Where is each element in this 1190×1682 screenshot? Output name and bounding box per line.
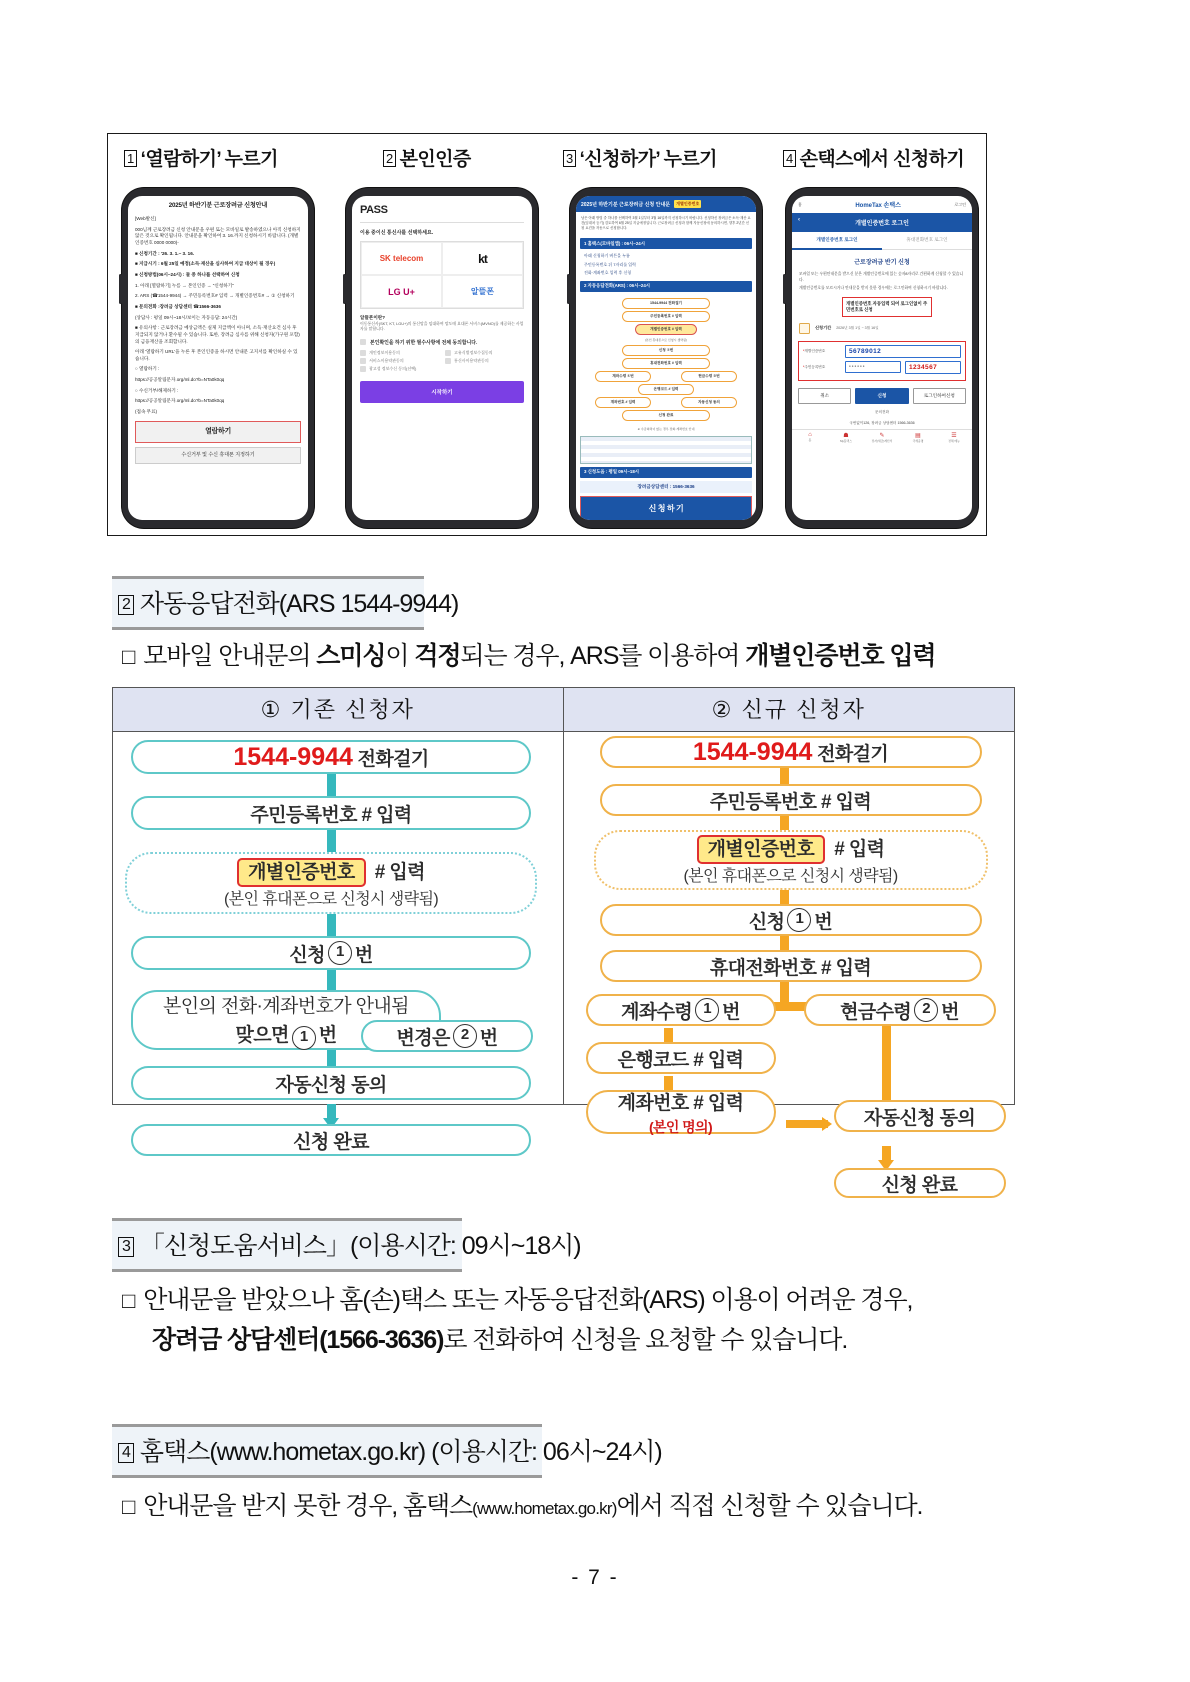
- node-account-number-sub: (본인 명의): [648, 1118, 713, 1135]
- mini-node-apply: 신청 ①번: [622, 345, 710, 356]
- guide-mini-flowchart: [576, 295, 756, 426]
- guide-table-thumb: [580, 436, 752, 464]
- guide-screen: [576, 196, 756, 520]
- guide-section-3: 3 신청도움 : 평일 09시~18시: [580, 467, 752, 478]
- sms-method-2: 2. ARS (☎1544-9944) → 주민등록번호# 입력 → 개별인증번호# → ① 신청하기: [135, 293, 295, 299]
- mini-node-rrn: 주민등록번호 # 입력: [622, 311, 710, 322]
- p2-b1: 스미싱: [316, 642, 386, 670]
- sms-free-note: (접속 무료): [135, 409, 158, 415]
- mvno-answer: 이동통신사(SKT, KT, LGU+)의 통신망을 임대하여 망도매 요대폰 서비스(MVNO)를 제공하는 사업자를 말합니다.: [360, 321, 524, 332]
- p2-c: 이: [385, 642, 415, 670]
- section-4-heading: [112, 1424, 662, 1478]
- p2-d: 되는 경우, ARS를 이용하여: [460, 642, 746, 670]
- node-authnum-sub: (본인 휴대폰으로 신청시 생략됨): [223, 891, 439, 908]
- sms-notice-screen: [128, 196, 308, 520]
- agree-item-2-label: 서비스이용약관동의: [369, 357, 404, 363]
- mobile-steps-figure: [107, 133, 987, 536]
- node-enter-authnum: [125, 852, 537, 914]
- node-apply-suffix: 번: [354, 944, 373, 966]
- node-auto-agree: 자동신청 동의: [834, 1100, 1006, 1132]
- p4a-b: 에서 직접 신청할 수 있습니다.: [616, 1492, 923, 1520]
- step-captions: [108, 134, 986, 180]
- menu-icon[interactable]: 로그인: [954, 201, 966, 207]
- node-account-number-label: 계좌번호 # 입력: [617, 1092, 744, 1114]
- step-number-4: 4: [783, 150, 796, 167]
- p3b-center: 장려금 상담센터(1566-3636): [152, 1326, 444, 1354]
- node-change-label: 변경은: [396, 1027, 450, 1049]
- node-bank-code: 은행코드 # 입력: [586, 1042, 776, 1074]
- sms-open-url[interactable]: https://공공알림문자.org/ml.do?b=NTa0k0qq: [135, 377, 225, 383]
- agree-item-1-label: 고유식별정보수집동의: [454, 349, 493, 355]
- mini-node-mobile: 휴대전화번호 # 입력: [622, 358, 710, 369]
- flowchart-column-new: [564, 688, 1015, 1196]
- carrier-kt[interactable]: kt: [442, 242, 523, 275]
- node-enter-rrn: 주민등록번호 # 입력: [600, 784, 982, 816]
- guide-callcenter: 장려금상담센터 : 1566-3636: [580, 481, 752, 493]
- sontax-bottom-tabbar: [792, 429, 972, 445]
- step-caption-3: [563, 144, 717, 171]
- guide-bullet-1: 아래 신청하기 버튼을 누름: [584, 253, 630, 259]
- tabbar-item-1[interactable]: ☗ My홈택스: [828, 432, 864, 443]
- tabbar-item-2[interactable]: ✎ 전자(세금)계산서: [864, 432, 900, 443]
- node-confirm-ok: 맞으면: [235, 1024, 289, 1046]
- checkbox-icon[interactable]: [445, 350, 451, 356]
- node-apply-1: [131, 936, 531, 970]
- agree-item-3-label: 통신사이용약관동의: [454, 357, 489, 363]
- sms-webfrom: [Web발신]: [135, 215, 156, 221]
- circle-number-2: 2: [914, 998, 938, 1022]
- node-confirm-line1: 본인의 전화·계좌번호가 안내됨: [163, 995, 409, 1017]
- agree-item-2[interactable]: [360, 358, 439, 364]
- sms-open-label: ○ 열람하기 :: [135, 366, 160, 372]
- mini-node-accountnum: 계좌번호 # 입력: [595, 397, 651, 408]
- p3b-text: 로 전화하여 신청을 요청할 수 있습니다.: [443, 1326, 848, 1354]
- bullet-square-icon: □: [122, 644, 135, 669]
- node-account-number: [586, 1090, 776, 1134]
- guide-header-badge: 개별인증번호: [676, 201, 700, 206]
- step-caption-1-label: ‘열람하기’ 누르기: [140, 149, 278, 170]
- home-icon[interactable]: 홈: [798, 201, 802, 207]
- node-enter-rrn: 주민등록번호 # 입력: [131, 796, 531, 830]
- sms-method: ■ 신청방법(06시~24시) : 둘 중 하나를 선택하여 신청: [135, 271, 240, 277]
- guide-apply-button[interactable]: 신 청 하 기: [580, 496, 752, 521]
- sontax-contact-label: 문의전화: [875, 409, 889, 414]
- node-apply-label: 신청: [748, 911, 785, 933]
- node-authnum-line: [237, 857, 425, 884]
- open-view-button[interactable]: 열람하기: [135, 421, 301, 443]
- guide-bullet-3: 전화·계좌번호 입력 후 신청: [584, 270, 632, 276]
- page-number: - 7 -: [571, 1566, 619, 1589]
- hamburger-icon: ☰: [951, 432, 957, 439]
- circle-number-1: 1: [787, 908, 811, 932]
- sms-method-1: 1. 아래 [열람하기] 누름 → 본인인증 → "신청하기": [135, 282, 234, 288]
- hometax-logo: HomeTax 손택스: [855, 203, 901, 209]
- ars-flowchart-table: [112, 687, 1015, 1196]
- authnum-field-row: [803, 345, 961, 358]
- period-label: 신청기간: [815, 325, 832, 331]
- node-apply-done: 신청 완료: [131, 1124, 531, 1156]
- authnum-label: *개별인증번호: [803, 348, 826, 353]
- connector: [780, 766, 789, 786]
- guide-paragraph: 남은 아래 방법 중 하나를 선택하여 3월 1일부터 3월 16일까지 신청하시기 바랍니다. 신청하신 장려금은 소득·재산 요건(임대차 등기) 검토하여 6월 25일 지급예정입니다. 근로장려금 신청과 함께 자동신청에 동의하시면, 향후 2년간 신청 요건을 자동으로 신청합니다.: [581, 216, 751, 231]
- section-3-paragraph-line1: [122, 1280, 912, 1316]
- pass-start-button[interactable]: 시작하기: [360, 381, 524, 403]
- checkbox-icon[interactable]: [360, 366, 366, 372]
- rrn-field-row: [803, 361, 961, 374]
- back-icon[interactable]: ‹: [798, 217, 800, 223]
- sontax-period-row: [792, 320, 972, 337]
- node-change-info: [361, 1020, 533, 1052]
- sms-period: ■ 신청기간 : '26. 3. 1.~ 3. 16.: [135, 250, 195, 256]
- sontax-nav-title: 개별인증번호 로그인: [855, 221, 909, 227]
- node-enter-authnum: [594, 830, 988, 890]
- node-enter-mobile: 휴대전화번호 # 입력: [600, 950, 982, 982]
- sontax-note-2: 개별인증번호를 모르시거나 안내문을 받지 못한 경우에는 로그인하여 신청하시기 바랍니다.: [799, 285, 948, 290]
- tab-mobile-login[interactable]: 휴대전화번호 로그인: [882, 232, 972, 250]
- period-value: 2026년 3월 1일 ~ 3월 16일: [836, 325, 879, 330]
- node-apply-suffix: 번: [814, 911, 833, 933]
- tabbar-item-0[interactable]: ⌂ 홈: [792, 432, 828, 443]
- node-call-1544: [600, 736, 982, 768]
- authnum-input[interactable]: 56789012: [845, 345, 961, 358]
- tabbar-item-3[interactable]: ▤ 국세증명: [900, 432, 936, 443]
- checkbox-icon[interactable]: [360, 358, 366, 364]
- agree-item-0-label: 개인정보이용동의: [369, 349, 400, 355]
- step-caption-3-label: ‘신청하가’ 누르기: [579, 149, 717, 170]
- sms-paydate: ■ 지급시기 : 6월 25일 예정(소득·재산을 심사하여 지급 대상이 될 경우): [135, 261, 276, 267]
- mini-node-authnum: 개별인증번호 # 입력: [635, 324, 697, 335]
- p4a-url: (www.hometax.go.kr): [472, 1499, 617, 1518]
- bullet-square-icon: □: [122, 1288, 135, 1313]
- agree-item-3[interactable]: [445, 358, 524, 364]
- sms-contact: ■ 문의전화 :장려금 상담센터 ☎1566-3636: [135, 303, 221, 309]
- sontax-heading: 근로장려금 반기 신청: [854, 260, 910, 266]
- node-apply-done: 신청 완료: [834, 1168, 1006, 1198]
- node-account-receive-suffix: 번: [722, 1001, 740, 1023]
- checkbox-icon[interactable]: [445, 358, 451, 364]
- mini-node-row-bank: [582, 384, 750, 397]
- flowchart-existing-body: [113, 732, 563, 1153]
- node-confirm-ok-suffix: 번: [318, 1024, 337, 1046]
- agree-items: [360, 350, 524, 372]
- sontax-login-screen: [792, 196, 972, 520]
- flowchart-column-existing-header: ① 기존 신청자: [113, 688, 563, 732]
- step-caption-2: [383, 144, 471, 171]
- mini-node-done: 신청 완료: [622, 410, 710, 421]
- person-icon: ☗: [843, 432, 849, 439]
- sms-title: 2025년 하반기분 근로장려금 신청안내: [168, 202, 268, 209]
- step-number-3: 3: [563, 150, 576, 167]
- sms-url-note: 아래 '열람하기 URL'을 누른 후 본인인증을 하시면 안내문 고지서를 확인하실 수 있습니다.: [135, 349, 298, 361]
- p4a-a: 안내문을 받지 못한 경우, 홈택스: [143, 1492, 473, 1520]
- section-2-paragraph: [122, 636, 935, 672]
- node-call-label: 전화걸기: [817, 743, 889, 765]
- agree-item-4-label: 광고성 정보수신 동의(선택): [369, 365, 417, 371]
- sontax-note-1: 모바일 또는 우편안내문을 받으신 분은 개별인증번호에 있는 숫자8자리로 간편하게 신청할 수 있습니다.: [799, 272, 964, 282]
- tabbar-item-4[interactable]: ☰ 전체 메뉴: [936, 432, 972, 443]
- pass-logo: PASS: [360, 204, 388, 216]
- circle-number-1: 1: [328, 941, 352, 965]
- invoice-icon: ✎: [879, 432, 885, 439]
- mini-node-autoagree: 자동신청 동의: [681, 397, 737, 408]
- checkbox-icon[interactable]: [360, 350, 366, 356]
- apply-button[interactable]: 신청: [855, 388, 908, 404]
- rrn-label: *주민등록번호: [803, 364, 826, 369]
- node-auto-agree: 자동신청 동의: [131, 1066, 531, 1100]
- step-number-2: 2: [383, 150, 396, 167]
- phone-mockup-sontax-login: [786, 188, 978, 528]
- section-2-number: 2: [118, 595, 134, 615]
- mini-node-authnum-sub: (본인 휴대폰으로 신청시 생략됨): [644, 337, 688, 342]
- phone-mockup-pass-auth: [346, 188, 538, 528]
- sontax-callout: 개별인증번호 자동입력 되어 로그인없이 주민번호로 신청: [842, 297, 932, 317]
- guide-note: ※ 수급의력이 없는 경우 전화·계좌번호 안내: [637, 426, 695, 431]
- mini-node-bankcode: 은행코드 # 입력: [638, 384, 694, 395]
- sontax-actions: [792, 385, 972, 407]
- node-cash-receive-label: 현금수령: [840, 1001, 912, 1023]
- authnum-tag: 개별인증번호: [697, 835, 826, 864]
- section-3-title: 「신청도움서비스」(이용시간: 09시~18시): [139, 1232, 581, 1260]
- agree-item-4[interactable]: [360, 366, 439, 372]
- login-apply-button[interactable]: 로그인하여신청: [913, 388, 966, 404]
- sms-optout-url[interactable]: https://공공알림문자.org/ml.do?b=NTa0k0qq: [135, 398, 225, 404]
- step-caption-2-label: 본인인증: [399, 149, 471, 170]
- p2-b2: 걱정: [414, 642, 461, 670]
- authnum-suffix: # 입력: [374, 862, 425, 883]
- checkbox-icon[interactable]: [360, 339, 366, 345]
- circle-number-1: 1: [292, 1026, 316, 1050]
- optout-button[interactable]: 수신거부 및 수신 휴대폰 지정하기: [135, 447, 301, 464]
- step-number-1: 1: [124, 150, 137, 167]
- node-call-label: 전화걸기: [357, 748, 429, 770]
- agree-item-1[interactable]: [445, 350, 524, 356]
- sontax-tabs: [792, 232, 972, 250]
- mini-node-cash-receive: 현금수령 ②번: [681, 371, 737, 382]
- section-4-title: 홈택스(www.hometax.go.kr) (이용시간: 06시~24시): [139, 1438, 662, 1466]
- mini-node-account-receive: 계좌수령 ①번: [595, 371, 651, 382]
- certificate-icon: ▤: [915, 432, 921, 439]
- node-call-1544: [131, 740, 531, 774]
- pass-lead: 이용 중이신 통신사를 선택하세요.: [360, 230, 434, 236]
- rrn-input-back[interactable]: 1234567: [905, 361, 961, 374]
- phone-mockup-guide: [570, 188, 762, 528]
- sms-optout-label: ○ 수신거부/해제하기 :: [135, 387, 179, 393]
- p2-b3: 개별인증번호 입력: [745, 642, 936, 670]
- cancel-button[interactable]: 취소: [798, 388, 851, 404]
- agree-item-0[interactable]: [360, 350, 439, 356]
- sontax-form: [798, 341, 966, 381]
- node-authnum-line: [697, 834, 885, 861]
- agree-all-label: 본인확인을 하기 위한 필수사항에 전체 동의합니다.: [370, 340, 478, 346]
- sms-caution: ■ 유의사항 : 근로장려금 예상금액은 실제 지급액이 아니며, 소득·재산요건 심사 후 지급되지 않거나 환수될 수 있습니다. 또한, 장려금 심사를 위해 신청자(가구원 포함)의 금융재산을 조회합니다.: [135, 325, 300, 344]
- node-change-suffix: 번: [479, 1027, 498, 1049]
- divider: [360, 222, 524, 223]
- section-3-paragraph-line2: [152, 1320, 847, 1356]
- mini-node-call: 1544-9944 전화걸기: [622, 298, 710, 309]
- node-cash-receive-suffix: 번: [941, 1001, 959, 1023]
- mini-node-row-receive: [582, 371, 750, 384]
- step-caption-4-label: 손택스에서 신청하기: [799, 149, 965, 170]
- flowchart-column-existing: [113, 688, 564, 1153]
- section-3-heading: [112, 1218, 581, 1272]
- mini-node-row-acct: [582, 397, 750, 410]
- sontax-navbar: [792, 213, 972, 232]
- phone-mockup-sms-notice: [122, 188, 314, 528]
- sontax-contact-value: 국번없이126, 장려금 상담센터 1566-3636: [849, 420, 915, 425]
- carrier-mvno[interactable]: 알뜰폰: [442, 275, 523, 308]
- arrow-right-icon: [822, 1117, 832, 1131]
- phone-mockups-row: [108, 180, 988, 537]
- authnum-tag: 개별인증번호: [237, 858, 366, 887]
- bullet-square-icon: □: [122, 1494, 135, 1519]
- connector: [882, 1011, 891, 1111]
- circle-number-1: 1: [695, 998, 719, 1022]
- step-caption-4: [783, 144, 964, 171]
- agree-all-row[interactable]: [360, 339, 524, 346]
- pass-auth-screen: [352, 196, 532, 520]
- node-cash-receive: [804, 994, 996, 1026]
- step-caption-1: [124, 144, 278, 171]
- node-apply-label: 신청: [289, 944, 325, 966]
- guide-section-2: 2 자동응답전화(ARS) : 06시~24시: [580, 281, 752, 292]
- home-icon: ⌂: [808, 431, 812, 438]
- section-3-number: 3: [118, 1237, 134, 1257]
- node-authnum-sub: (본인 휴대폰으로 신청시 생략됨): [683, 868, 898, 885]
- section-2-title: 자동응답전화(ARS 1544-9944): [139, 590, 459, 618]
- circle-number-2: 2: [453, 1024, 477, 1048]
- guide-header-title: 2025년 하반기분 근로장려금 신청 안내문: [581, 201, 671, 208]
- node-apply-1: [600, 904, 982, 936]
- carrier-skt[interactable]: SK telecom: [361, 242, 442, 275]
- mvno-question: 알뜰폰이란?: [360, 315, 385, 320]
- carrier-lgu[interactable]: LG U+: [361, 275, 442, 308]
- section-4-paragraph: [122, 1486, 922, 1522]
- section-4-number: 4: [118, 1443, 134, 1463]
- carrier-grid: [360, 241, 524, 309]
- guide-header: [576, 196, 756, 212]
- guide-bullet-2: 주민등록번호 뒤 7자리를 입력: [584, 261, 636, 267]
- sms-contact-hours: (상담사 : 평일 09시~18시/보이는 자동응답: 24시간): [135, 314, 238, 320]
- sms-intro: 000님께 근로장려금 신청 안내문을 우편 또는 모바일로 발송하였으나 아직 신청하지 않은 것으로 확인됩니다. 안내문을 확인하여 3. 16.까지 신청하시기 바랍니다. (개별인증번호 0000 0000)-: [135, 226, 301, 245]
- flowchart-column-new-header: ② 신규 신청자: [564, 688, 1015, 732]
- node-account-receive-label: 계좌수령: [621, 1001, 693, 1023]
- flowchart-new-body: [564, 732, 1015, 1196]
- authnum-suffix: # 입력: [834, 839, 885, 860]
- p2-a: 모바일 안내문의: [143, 642, 317, 670]
- tab-authnum-login[interactable]: 개별인증번호 로그인: [792, 232, 882, 250]
- rrn-input-front[interactable]: ••••••: [845, 361, 901, 373]
- calendar-icon: [799, 323, 810, 334]
- guide-section-1: 1 홈택스(모바일앱) : 06시~24시: [580, 238, 752, 249]
- node-call-number: 1544-9944: [692, 737, 813, 766]
- p3a-text: 안내문을 받았으나 홈(손)택스 또는 자동응답전화(ARS) 이용이 어려운 경우,: [143, 1286, 913, 1314]
- node-call-number: 1544-9944: [233, 742, 353, 771]
- connector: [780, 980, 789, 1002]
- node-confirm-line2: [235, 1020, 336, 1050]
- section-2-heading: [112, 576, 459, 630]
- node-account-receive: [586, 994, 776, 1026]
- sontax-topbar: [792, 196, 972, 213]
